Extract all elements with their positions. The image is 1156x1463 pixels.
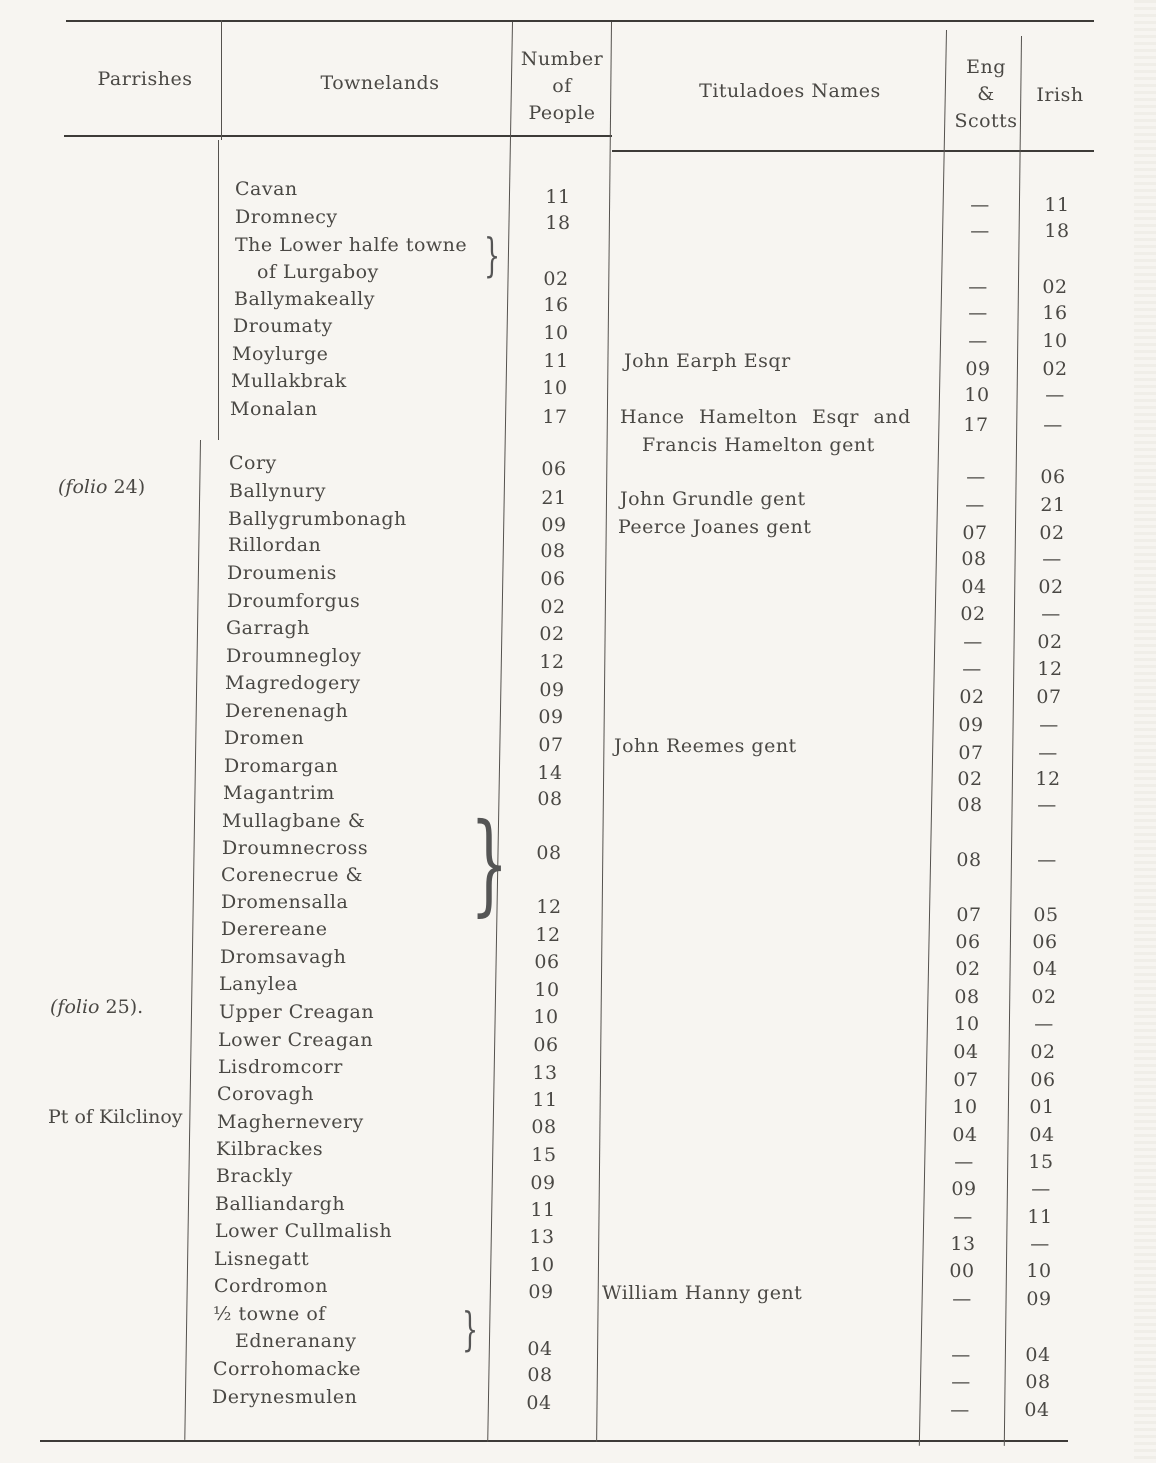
folio-25-number: 25 [105, 996, 130, 1018]
parish-kilclinoy: Pt of Kilclinoy [48, 1106, 183, 1128]
people-count: 12 [535, 924, 561, 946]
irish-count: — [1042, 548, 1062, 570]
irish-count: 15 [1028, 1151, 1054, 1173]
eng-scotts-count: 06 [955, 931, 981, 953]
header-eng-line2: & [977, 83, 995, 105]
header-eng-line3: Scotts [954, 110, 1018, 132]
people-count: 12 [536, 896, 562, 918]
townland-name: Dromnecy [235, 206, 338, 228]
header-parishes: Parrishes [97, 68, 193, 90]
eng-scotts-count: 02 [957, 768, 983, 790]
irish-count: 02 [1039, 522, 1065, 544]
townland-name: Corovagh [217, 1083, 314, 1105]
header-townelands: Townelands [320, 72, 440, 94]
townland-name: Brackly [216, 1165, 293, 1187]
folio-24-label: folio [65, 476, 108, 498]
townland-name: Magredogery [225, 672, 361, 694]
people-count: 13 [529, 1226, 555, 1248]
people-count: 15 [531, 1144, 557, 1166]
eng-scotts-count: 10 [954, 1013, 980, 1035]
irish-count: 04 [1029, 1124, 1055, 1146]
townland-name: Moylurge [232, 343, 329, 365]
folio-24-open: ( [58, 476, 66, 498]
people-count: 11 [530, 1199, 556, 1221]
header-tituladoes: Tituladoes Names [699, 80, 881, 102]
irish-count: 06 [1032, 931, 1058, 953]
eng-scotts-count: — [968, 330, 988, 352]
header-rule-right [612, 150, 1094, 152]
townland-name: Maghernevery [217, 1111, 364, 1133]
townland-name: ½ towne of [213, 1303, 326, 1325]
eng-scotts-count: 09 [965, 358, 991, 380]
townland-name: Lisdromcorr [218, 1056, 343, 1078]
people-count: 06 [533, 1034, 559, 1056]
townland-name: Droumnecross [222, 837, 369, 859]
townland-name: Upper Creagan [219, 1001, 375, 1023]
eng-scotts-count: 02 [959, 686, 985, 708]
irish-count: — [1031, 1178, 1051, 1200]
townland-name: Droumaty [233, 315, 333, 337]
titulado-name: John Reemes gent [614, 735, 797, 757]
townland-name: Lower Cullmalish [215, 1220, 393, 1242]
townland-name: Cordromon [214, 1275, 328, 1297]
eng-scotts-count: 09 [958, 714, 984, 736]
townland-name: Droumenis [227, 562, 337, 584]
townland-name: Derenenagh [225, 700, 349, 722]
bottom-rule [40, 1440, 1068, 1442]
irish-count: 04 [1032, 958, 1058, 980]
eng-scotts-count: 08 [956, 849, 982, 871]
titulado-name: John Grundle gent [620, 488, 806, 510]
irish-count: 05 [1033, 904, 1059, 926]
irish-count: — [1038, 742, 1058, 764]
eng-scotts-count: 08 [957, 794, 983, 816]
people-count: 11 [545, 186, 571, 208]
titulado-name: John Earph Esqr [624, 350, 791, 372]
eng-scotts-count: — [966, 466, 986, 488]
irish-count: 08 [1025, 1371, 1051, 1393]
townland-name: Corrohomacke [213, 1358, 361, 1380]
eng-scotts-count: — [951, 1344, 971, 1366]
people-count: 10 [534, 979, 560, 1001]
irish-count: — [1034, 1013, 1054, 1035]
irish-count: 02 [1042, 358, 1068, 380]
people-count: 02 [539, 623, 565, 645]
irish-count: 07 [1036, 686, 1062, 708]
irish-count: — [1039, 714, 1059, 736]
townland-name: Droumforgus [227, 590, 361, 612]
people-count: 16 [543, 294, 569, 316]
folio-24-close: ) [137, 476, 146, 498]
brace-edneranany: } [462, 1302, 479, 1356]
people-count: 08 [537, 788, 563, 810]
eng-scotts-count: — [968, 302, 988, 324]
eng-scotts-count: 17 [963, 414, 989, 436]
people-count: 13 [532, 1062, 558, 1084]
people-count: 06 [541, 458, 567, 480]
header-number-line2: of [552, 75, 572, 97]
col-divider-1b [218, 140, 219, 440]
townland-name: Garragh [226, 617, 310, 639]
people-count: 02 [540, 596, 566, 618]
eng-scotts-count: 10 [964, 384, 990, 406]
eng-scotts-count: 04 [953, 1041, 979, 1063]
townland-name: Edneranany [235, 1330, 357, 1352]
header-irish: Irish [1036, 84, 1084, 106]
eng-scotts-count: — [952, 1288, 972, 1310]
eng-scotts-count: — [970, 194, 990, 216]
header-rule-left [64, 135, 612, 137]
people-count: 09 [528, 1281, 554, 1303]
people-count: 21 [541, 487, 567, 509]
townland-name: Cory [229, 452, 277, 474]
eng-scotts-count: 07 [958, 742, 984, 764]
townland-name: Magantrim [223, 782, 335, 804]
eng-scotts-count: — [951, 1371, 971, 1393]
eng-scotts-count: 02 [960, 603, 986, 625]
townland-name: Lower Creagan [218, 1029, 374, 1051]
irish-count: 01 [1029, 1096, 1055, 1118]
eng-scotts-count: 07 [953, 1069, 979, 1091]
people-count: 10 [543, 322, 569, 344]
people-count: 09 [539, 679, 565, 701]
irish-count: 11 [1027, 1206, 1053, 1228]
people-count: 10 [533, 1006, 559, 1028]
irish-count: 10 [1042, 330, 1068, 352]
irish-count: 10 [1026, 1260, 1052, 1282]
irish-count: — [1030, 1233, 1050, 1255]
titulado-name: Peerce Joanes gent [618, 516, 812, 538]
eng-scotts-count: — [963, 631, 983, 653]
irish-count: 18 [1044, 220, 1070, 242]
people-count: 08 [540, 540, 566, 562]
eng-scotts-count: 04 [961, 576, 987, 598]
titulado-name: Hance Hamelton Esqr and [620, 406, 911, 428]
people-count: 02 [543, 268, 569, 290]
irish-count: 11 [1044, 194, 1070, 216]
eng-scotts-count: 09 [951, 1178, 977, 1200]
header-number-line3: People [528, 102, 596, 124]
irish-count: 06 [1040, 466, 1066, 488]
folio-25-note [50, 996, 143, 1018]
townland-name: Balliandargh [215, 1193, 346, 1215]
eng-scotts-count: — [968, 276, 988, 298]
eng-scotts-count: — [954, 1151, 974, 1173]
header-number-line1: Number [520, 48, 604, 70]
irish-count: 16 [1042, 302, 1068, 324]
titulado-name: William Hanny gent [602, 1282, 803, 1304]
folio-25-close: ). [129, 996, 144, 1018]
irish-count: 02 [1042, 276, 1068, 298]
eng-scotts-count: — [950, 1399, 970, 1421]
col-divider-3 [596, 22, 612, 1442]
eng-scotts-count: 08 [954, 986, 980, 1008]
eng-scotts-count: — [953, 1206, 973, 1228]
irish-count: 09 [1026, 1288, 1052, 1310]
people-count: 17 [542, 406, 568, 428]
eng-scotts-count: 00 [949, 1260, 975, 1282]
townland-name: Dromsavagh [220, 946, 347, 968]
townland-name: Droumnegloy [226, 645, 362, 667]
irish-count: 02 [1038, 576, 1064, 598]
irish-count: 02 [1037, 631, 1063, 653]
townland-name: Monalan [230, 398, 318, 420]
eng-scotts-count: 08 [961, 548, 987, 570]
people-count: 10 [542, 377, 568, 399]
townland-name: of Lurgaboy [257, 261, 379, 283]
people-count: 18 [545, 212, 571, 234]
people-count: 06 [540, 568, 566, 590]
townland-name: Lanylea [219, 973, 299, 995]
eng-scotts-count: 02 [955, 958, 981, 980]
people-count: 06 [534, 951, 560, 973]
townland-name: Rillordan [228, 534, 322, 556]
irish-count: — [1037, 849, 1057, 871]
irish-count: — [1043, 414, 1063, 436]
people-count: 12 [539, 651, 565, 673]
folio-25-label: folio [57, 996, 100, 1018]
townland-name: Mullagbane & [222, 810, 366, 832]
irish-count: 04 [1024, 1399, 1050, 1421]
townland-name: Dromen [224, 727, 305, 749]
irish-count: 02 [1030, 1041, 1056, 1063]
irish-count: 02 [1031, 986, 1057, 1008]
folio-25-open: ( [50, 996, 58, 1018]
brace-lurgaboy: } [484, 228, 501, 282]
eng-scotts-count: — [970, 220, 990, 242]
irish-count: 06 [1030, 1069, 1056, 1091]
eng-scotts-count: — [965, 494, 985, 516]
townland-name: Dromargan [224, 755, 339, 777]
people-count: 10 [529, 1254, 555, 1276]
irish-count: 12 [1037, 658, 1063, 680]
townland-name: Ballygrumbonagh [228, 508, 407, 530]
people-count: 04 [526, 1392, 552, 1414]
people-count: 07 [538, 734, 564, 756]
irish-count: 21 [1040, 494, 1066, 516]
people-count: 08 [527, 1364, 553, 1386]
irish-count: 04 [1025, 1344, 1051, 1366]
header-eng-scotts [946, 54, 1026, 135]
people-count: 09 [538, 706, 564, 728]
people-count: 08 [536, 842, 562, 864]
irish-count: — [1041, 603, 1061, 625]
irish-count: — [1037, 794, 1057, 816]
col-divider-1c [184, 440, 201, 1440]
folio-24-note [58, 476, 145, 498]
townland-name: Ballymakeally [234, 288, 375, 310]
people-count: 11 [532, 1089, 558, 1111]
townland-name: Ballynury [229, 480, 326, 502]
col-divider-1 [221, 20, 222, 140]
townland-name: The Lower halfe towne [235, 234, 468, 256]
townland-name: Kilbrackes [216, 1138, 324, 1160]
brace-mullagbane-dromensalla: } [470, 799, 509, 927]
irish-count: — [1045, 384, 1065, 406]
townland-name: Cavan [235, 178, 298, 200]
people-count: 09 [530, 1172, 556, 1194]
townland-name: Dromensalla [221, 891, 349, 913]
eng-scotts-count: 07 [956, 904, 982, 926]
townland-name: Derereane [221, 918, 328, 940]
scan-edge [1134, 0, 1156, 1463]
eng-scotts-count: — [962, 658, 982, 680]
people-count: 14 [537, 762, 563, 784]
people-count: 04 [527, 1338, 553, 1360]
townland-name: Corenecrue & [221, 864, 363, 886]
eng-scotts-count: 13 [950, 1233, 976, 1255]
townland-name: Mullakbrak [231, 370, 347, 392]
people-count: 08 [531, 1116, 557, 1138]
header-eng-line1: Eng [966, 56, 1006, 78]
header-number [512, 46, 612, 127]
people-count: 11 [543, 350, 569, 372]
townland-name: Derynesmulen [212, 1386, 358, 1408]
eng-scotts-count: 10 [952, 1096, 978, 1118]
people-count: 09 [541, 514, 567, 536]
folio-24-number: 24 [113, 476, 138, 498]
eng-scotts-count: 04 [952, 1124, 978, 1146]
townland-name: Lisnegatt [214, 1248, 310, 1270]
irish-count: 12 [1035, 768, 1061, 790]
eng-scotts-count: 07 [962, 522, 988, 544]
titulado-name: Francis Hamelton gent [642, 434, 875, 456]
